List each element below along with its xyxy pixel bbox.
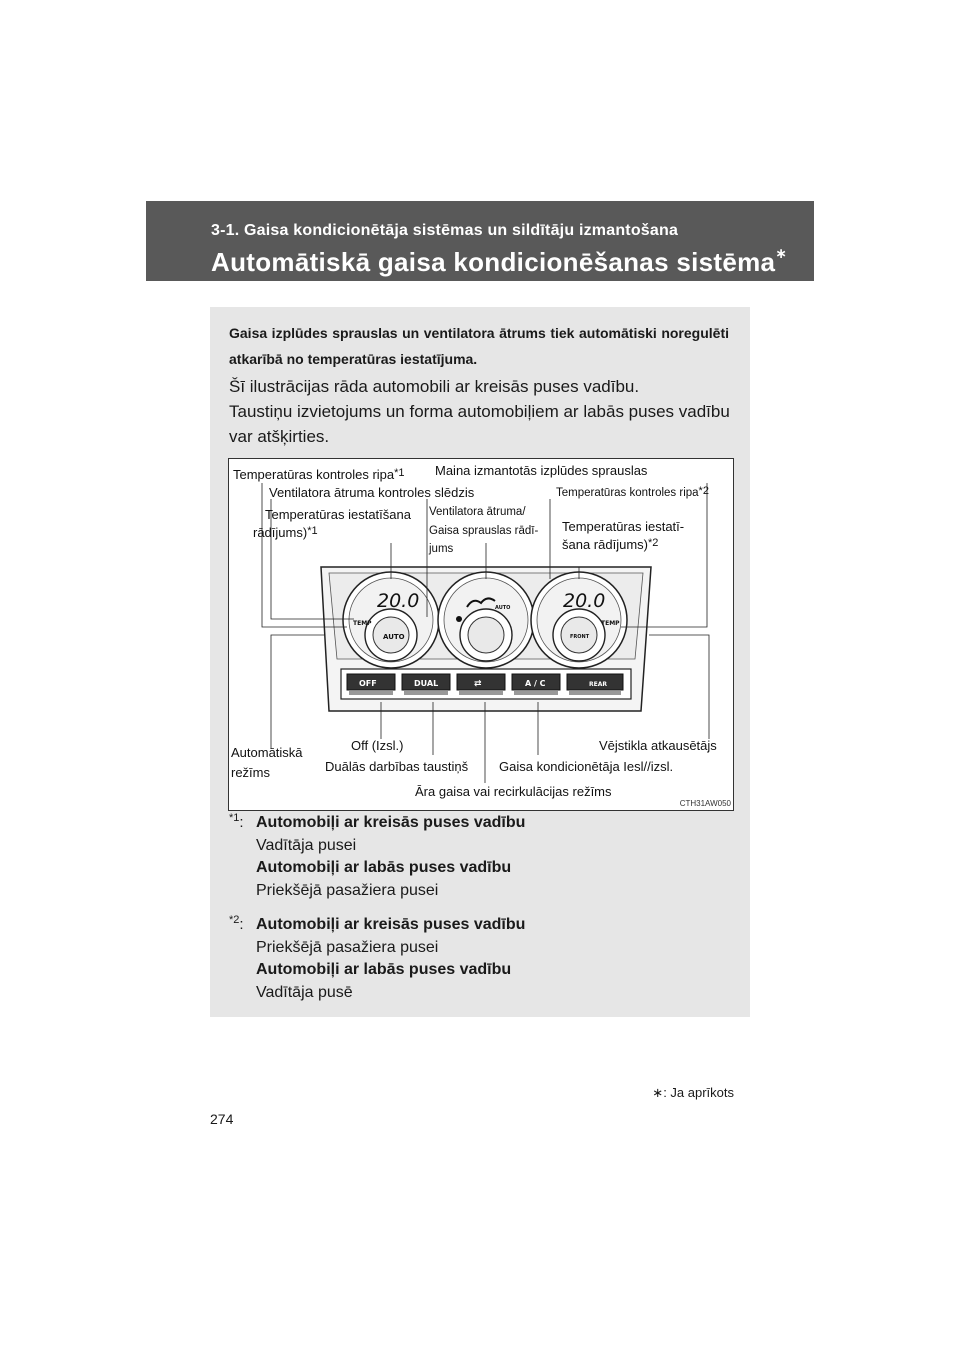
intro-text — [229, 374, 739, 449]
label-defroster: Vējstikla atkausētājs — [599, 738, 717, 753]
right-temp-dial — [531, 572, 627, 668]
note-line: Automobiļi ar labās puses vadību — [256, 961, 512, 978]
label-fan-display-a: Ventilatora ātruma/ — [429, 506, 526, 518]
button-row — [341, 669, 631, 699]
page-number: 274 — [210, 1111, 234, 1127]
label-temp-display-2-b: šana rādījums)$^{*2}$ — [562, 537, 659, 552]
center-fan-dial — [438, 572, 534, 668]
intro-bold-text: Gaisa izplūdes sprauslas un ventilatora ātrums tiek automātiski noregulēti atkarībā no temperatūras iestatījuma. — [229, 325, 729, 367]
figure-code: CTH31AW050 — [679, 799, 731, 808]
label-auto-mode-a: Automātiskā — [231, 745, 303, 760]
label-fan-display-c: jums — [429, 543, 454, 555]
right-temp-display: 20.0 — [563, 590, 606, 612]
left-temp-display: 20.0 — [377, 590, 420, 612]
footnote-mark: ∗ — [652, 1085, 664, 1100]
page-title-text: Automātiskā gaisa kondicionēšanas sistēma — [211, 247, 776, 277]
label-temp-knob-2: Temperatūras kontroles ripa$^{*2}$ — [556, 485, 709, 499]
auto-knob-label: AUTO — [383, 633, 405, 641]
left-temp-label: TEMP — [353, 620, 372, 627]
label-dual: Duālās darbības taustiņš — [325, 759, 469, 774]
note-line: Priekšējā pasažiera pusei — [256, 881, 439, 899]
label-recirc: Āra gaisa vai recirkulācijas režīms — [415, 784, 612, 799]
label-outlet-selector: Maina izmantotās izplūdes sprauslas — [435, 463, 648, 478]
note-line: Priekšējā pasažiera pusei — [256, 938, 439, 956]
center-auto-label: AUTO — [495, 605, 511, 611]
note-line: Vadītāja pusē — [256, 983, 353, 1001]
label-temp-knob-1: Temperatūras kontroles ripa$^{*1}$ — [233, 467, 405, 482]
section-title: 3-1. Gaisa kondicionētāja sistēmas un sildītāju izmantošana — [211, 222, 679, 239]
recirc-button-label: ⇄ — [474, 679, 482, 689]
ac-button-label: A / C — [525, 679, 546, 688]
intro-line: Šī ilustrācijas rāda automobili ar kreisās puses vadību. — [229, 377, 640, 396]
note-2-mark: $^{*2}$: — [229, 914, 244, 933]
label-temp-display-2-a: Temperatūras iestatī- — [562, 519, 685, 534]
note-line: Automobiļi ar labās puses vadību — [256, 859, 512, 876]
label-fan-switch: Ventilatora ātruma kontroles slēdzis — [269, 485, 475, 500]
equipment-footnote — [652, 1085, 734, 1101]
rear-button-label: REAR — [589, 681, 607, 688]
note-1 — [229, 812, 729, 902]
footnote-text: : Ja aprīkots — [663, 1085, 734, 1100]
climate-control-diagram — [228, 458, 734, 811]
front-knob-label: FRONT — [570, 634, 590, 640]
page-title — [211, 247, 787, 278]
optional-mark: ∗ — [775, 245, 788, 261]
note-line: Automobiļi ar kreisās puses vadību — [256, 916, 526, 933]
label-off: Off (Izsl.) — [351, 738, 404, 753]
label-temp-display-1-b: rādījums)$^{*1}$ — [253, 525, 318, 540]
intro-line: Taustiņu izvietojums un forma automobiļiem ar labās puses vadību — [229, 402, 730, 421]
label-auto-mode-b: režīms — [231, 765, 270, 780]
label-fan-display-b: Gaisa sprauslas rādī- — [429, 525, 539, 537]
note-1-mark: $^{*1}$: — [229, 812, 244, 831]
label-temp-display-1-a: Temperatūras iestatīšana — [265, 507, 411, 522]
footnotes-list — [229, 812, 729, 1004]
right-temp-label: TEMP — [601, 620, 620, 627]
left-temp-dial — [343, 572, 439, 668]
note-line: Automobiļi ar kreisās puses vadību — [256, 814, 526, 831]
intro-line: var atšķirties. — [229, 427, 330, 446]
note-line: Vadītāja pusei — [256, 836, 357, 854]
dual-button-label: DUAL — [414, 679, 439, 688]
off-button-label: OFF — [359, 679, 377, 688]
label-ac: Gaisa kondicionētāja Iesl//izsl. — [499, 759, 674, 774]
note-2 — [229, 914, 729, 1004]
